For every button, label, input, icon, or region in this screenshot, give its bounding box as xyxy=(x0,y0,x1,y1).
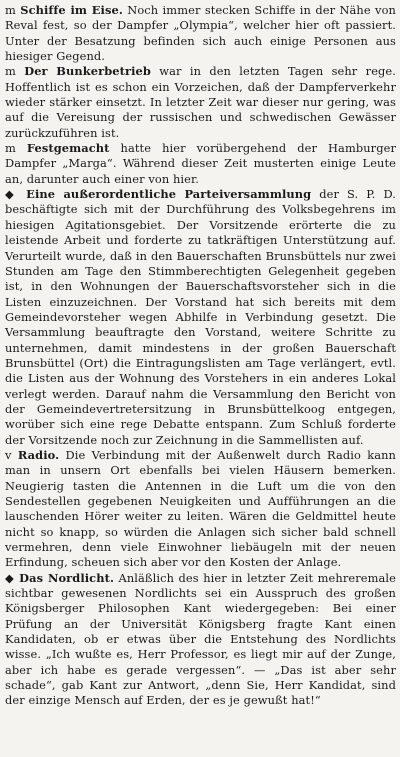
article-body: Noch immer stecken Schiffe in der Nähe von Reval fest, so der Dampfer „Olympia“, welcher hier oft passiert. Unter der Besatzung befinden sich auch einige Personen aus hiesiger Gegend. xyxy=(5,3,396,64)
article-body: der S. P. D. beschäftigte sich mit der Durchführung des Volksbegehrens im hiesigen Agitationsgebiet. Der Vorsitzende erörterte die zu leistende Arbeit und forderte zu tatkräftigen Unterstützung auf. Verurteilt wurde, daß in den Bauerschaften Brunsbüttels nur zwei Stunden am Tage den Stimmberechtigten Gelegenheit gegeben ist, in den Wohnungen der Bauerschaftsvorsteher sich in die Listen einzuzeichnen. Der Vorstand hat sich bereits mit dem Gemeindevorsteher wegen Abhilfe in Verbindung gesetzt. Die Versammlung beauftragte den Vorstand, weitere Schritte zu unternehmen, damit mindestens in der großen Bauerschaft Brunsbüttel (Ort) die Eintragungslisten am Tage verlängert, evtl. die Listen aus der Wohnung des Vorstehers in ein anderes Lokal verlegt werden. Darauf nahm die Versammlung den Bericht von der Gemeindevertretersitzung in Brunsbüttelkoog entgegen, worüber sich eine rege Debatte entspann. Zum Schluß forderte der Vorsitzende noch zur Zeichnung in die Sammellisten auf. xyxy=(5,187,396,447)
article-headline: Das Nordlicht. xyxy=(19,570,115,585)
diamond-marker-icon: ◆ xyxy=(5,187,19,202)
article-marker: m xyxy=(5,3,16,17)
article-headline: Eine außerordentliche Parteiversammlung xyxy=(26,187,312,202)
article-body: Die Verbindung mit der Außenwelt durch Radio kann man in unsern Ort ebenfalls bei vielen Häusern bemerken. Neugierig tasten die Antennen in die Luft um die von den Sendestellen gegebenen Neuigkeiten und Aufführungen an die lauschenden Hörer weiter zu leiten. Wären die Geldmittel heute nicht so knapp, so würden die Anlagen sich sicher bald schnell vermehren, denn viele Einwohner liebäugeln mit der neuen Erfindung, scheuen sich aber vor den Kosten der Anlage. xyxy=(5,447,396,570)
article-parteiversammlung xyxy=(5,187,396,448)
article-festgemacht xyxy=(5,141,396,187)
article-nordlicht xyxy=(5,571,396,709)
article-headline: Schiffe im Eise. xyxy=(20,3,123,17)
article-headline: Festgemacht xyxy=(26,141,110,156)
article-body: Anläßlich des hier in letzter Zeit mehreremale sichtbar gewesenen Nordlichts sei ein Ausspruch des großen Königsberger Philosophen Kant wiedergegeben: Bei einer Prüfung an der Universität Königsberg fragte Kant einen Kandidaten, ob er etwas über die Entstehung des Nordlichts wisse. „Ich wußte es, Herr Professor, es liegt mir auf der Zunge, aber ich habe es gerade vergessen“. — „Das ist aber sehr schade“, gab Kant zur Antwort, „denn Sie, Herr Kandidat, sind der einzige Mensch auf Erden, der es je gewußt hat!“ xyxy=(5,570,396,708)
diamond-marker-icon: ◆ xyxy=(5,570,15,585)
article-radio xyxy=(5,448,396,571)
article-marker: m xyxy=(5,64,16,79)
article-body: war in den letzten Tagen sehr rege. Hoffentlich ist es schon ein Vorzeichen, daß der Dampferverkehr wieder stärker einsetzt. In letzter Zeit war dieser nur gering, was auf die Vereisung der russischen und schwedischen Gewässer zurückzuführen ist. xyxy=(5,64,396,140)
article-headline: Radio. xyxy=(17,447,60,462)
article-marker: v xyxy=(5,447,12,462)
article-marker: m xyxy=(5,141,16,156)
article-schiffe-im-eise xyxy=(5,3,396,64)
article-body: hatte hier vorübergehend der Hamburger Dampfer „Marga“. Während dieser Zeit musterten einige Leute an, darunter auch einer von hier. xyxy=(5,141,396,186)
article-bunkerbetrieb xyxy=(5,64,396,141)
article-headline: Der Bunkerbetrieb xyxy=(24,64,151,79)
